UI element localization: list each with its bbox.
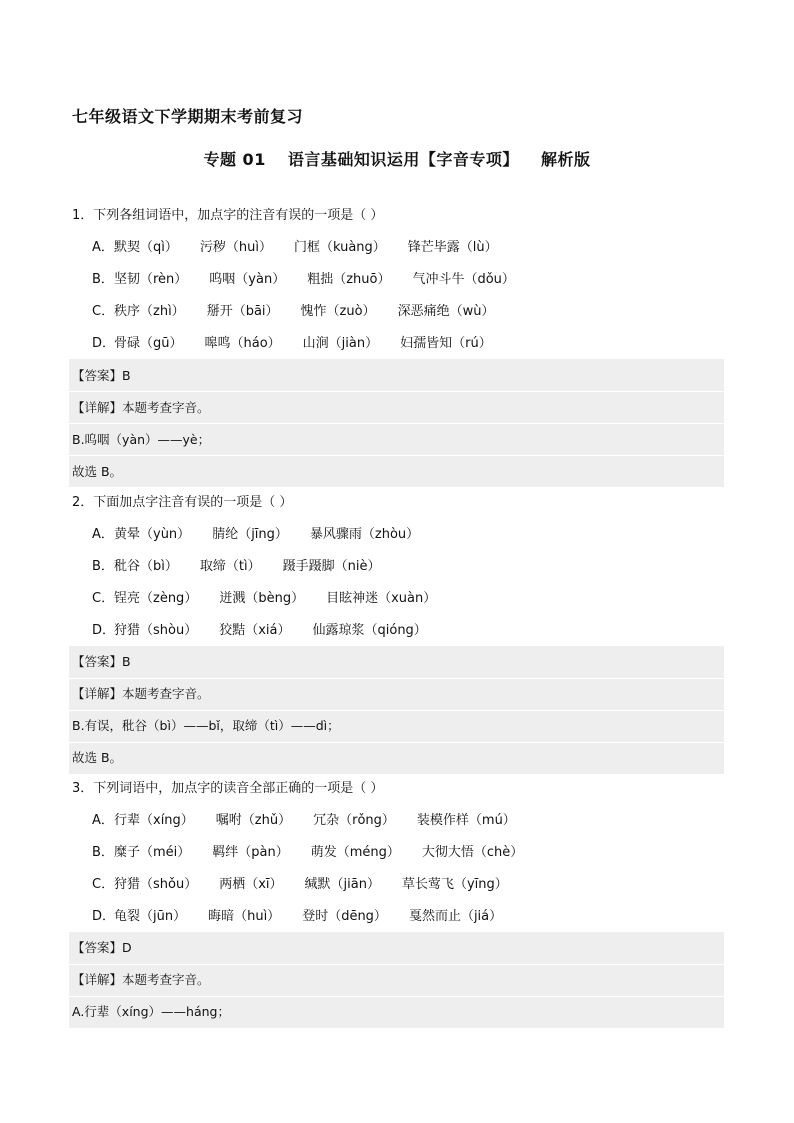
option-item: 迸溅（bèng） [219,591,305,606]
option-item: 狡黠（xiá） [219,623,291,638]
option-item: 行辈（xíng） [114,813,194,828]
option-item: 深恶痛绝（wù） [397,304,495,319]
option-item: 嘱咐（zhǔ） [215,813,292,828]
option-item: 两栖（xī） [219,877,283,892]
document-title: 七年级语文下学期期末考前复习 [72,107,304,126]
option-item: 仙露琼浆（qióng） [312,623,427,638]
question-1-stem: 1．下列各组词语中，加点字的注音有误的一项是（ ） [72,208,384,223]
question-2-option-b [92,558,402,576]
option-item: 蹑手蹑脚（niè） [282,559,381,574]
option-label: A． [92,240,114,255]
option-item: 腈纶（jīng） [212,527,288,542]
option-item: 锃亮（zèng） [114,591,198,606]
document-subtitle [0,147,794,170]
option-item: 狩猎（shòu） [114,623,198,638]
option-item: 妇孺皆知（rú） [400,336,492,351]
option-label: B． [92,272,114,287]
option-item: 山涧（jiàn） [302,336,379,351]
option-item: 羁绊（pàn） [212,845,289,860]
question-2-note: B.有误，秕谷（bì）——bǐ，取缔（tì）——dì； [72,718,340,733]
option-label: A． [92,813,114,828]
option-item: 缄默（jiān） [304,877,380,892]
question-3-answer: 【答案】D [72,940,132,955]
option-item: 萌发（méng） [310,845,400,860]
option-label: B． [92,559,114,574]
option-label: C． [92,877,115,892]
question-2-option-a [92,526,441,544]
question-1-option-d [92,335,514,353]
option-item: 黄晕（yùn） [114,527,191,542]
option-item: 暴风骤雨（zhòu） [309,527,420,542]
option-item: 登时（dēng） [302,909,387,924]
option-item: 冗杂（rǒng） [313,813,395,828]
option-item: 狩猎（shǒu） [114,877,198,892]
option-item: 锋芒毕露（lù） [407,240,498,255]
option-item: 骨碌（gū） [114,336,183,351]
question-2-conclusion: 故选 B。 [72,750,123,765]
question-1-option-c [92,303,516,321]
question-1-note: B.呜咽（yàn）——yè； [72,432,211,447]
option-item: 气冲斗牛（dǒu） [412,272,515,287]
question-3-detail: 【详解】本题考查字音。 [72,972,210,987]
question-1-option-b [92,271,537,289]
question-1-answer: 【答案】B [72,368,131,383]
question-2-answer: 【答案】B [72,654,131,669]
option-item: 秩序（zhì） [114,304,185,319]
option-item: 草长莺飞（yīng） [401,877,508,892]
option-label: D． [92,623,116,638]
option-label: D． [92,336,116,351]
question-1-detail: 【详解】本题考查字音。 [72,400,210,415]
subtitle-topic-number: 专题 01 [203,150,266,169]
option-item: 目眩神迷（xuàn） [326,591,437,606]
question-3-stem: 3．下列词语中，加点字的读音全部正确的一项是（ ） [72,781,384,796]
option-label: B． [92,845,114,860]
option-label: C． [92,304,115,319]
question-2-stem: 2．下面加点字注音有误的一项是（ ） [72,495,293,510]
option-item: 粗拙（zhuō） [307,272,391,287]
question-3-note: A.行辈（xíng）——háng； [72,1004,230,1019]
option-item: 糜子（méi） [114,845,191,860]
option-item: 门框（kuàng） [293,240,386,255]
question-3-option-d [92,908,524,926]
option-item: 戛然而止（jiá） [408,909,503,924]
question-3-option-c [92,876,530,894]
option-item: 大彻大悟（chè） [421,845,524,860]
option-item: 龟裂（jūn） [114,909,187,924]
question-2-option-c [92,590,458,608]
option-item: 晦暗（huì） [208,909,281,924]
option-item: 嗥鸣（háo） [204,336,281,351]
option-item: 默契（qì） [114,240,178,255]
question-2-option-d [92,622,449,640]
option-item: 坚韧（rèn） [114,272,188,287]
question-1-conclusion: 故选 B。 [72,464,123,479]
option-item: 装模作样（mú） [416,813,516,828]
option-label: A． [92,527,114,542]
subtitle-version: 解析版 [541,150,591,169]
question-3-option-a [92,812,538,830]
option-item: 愧怍（zuò） [300,304,376,319]
option-item: 掰开（bāi） [206,304,279,319]
option-item: 取缔（tì） [199,559,261,574]
option-label: D． [92,909,116,924]
subtitle-topic-name: 语言基础知识运用【字音专项】 [287,150,519,169]
option-item: 秕谷（bì） [114,559,178,574]
option-item: 污秽（huì） [199,240,272,255]
question-3-option-b [92,844,545,862]
question-2-detail: 【详解】本题考查字音。 [72,686,210,701]
question-1-option-a [92,239,520,257]
option-label: C． [92,591,115,606]
option-item: 呜咽（yàn） [209,272,286,287]
